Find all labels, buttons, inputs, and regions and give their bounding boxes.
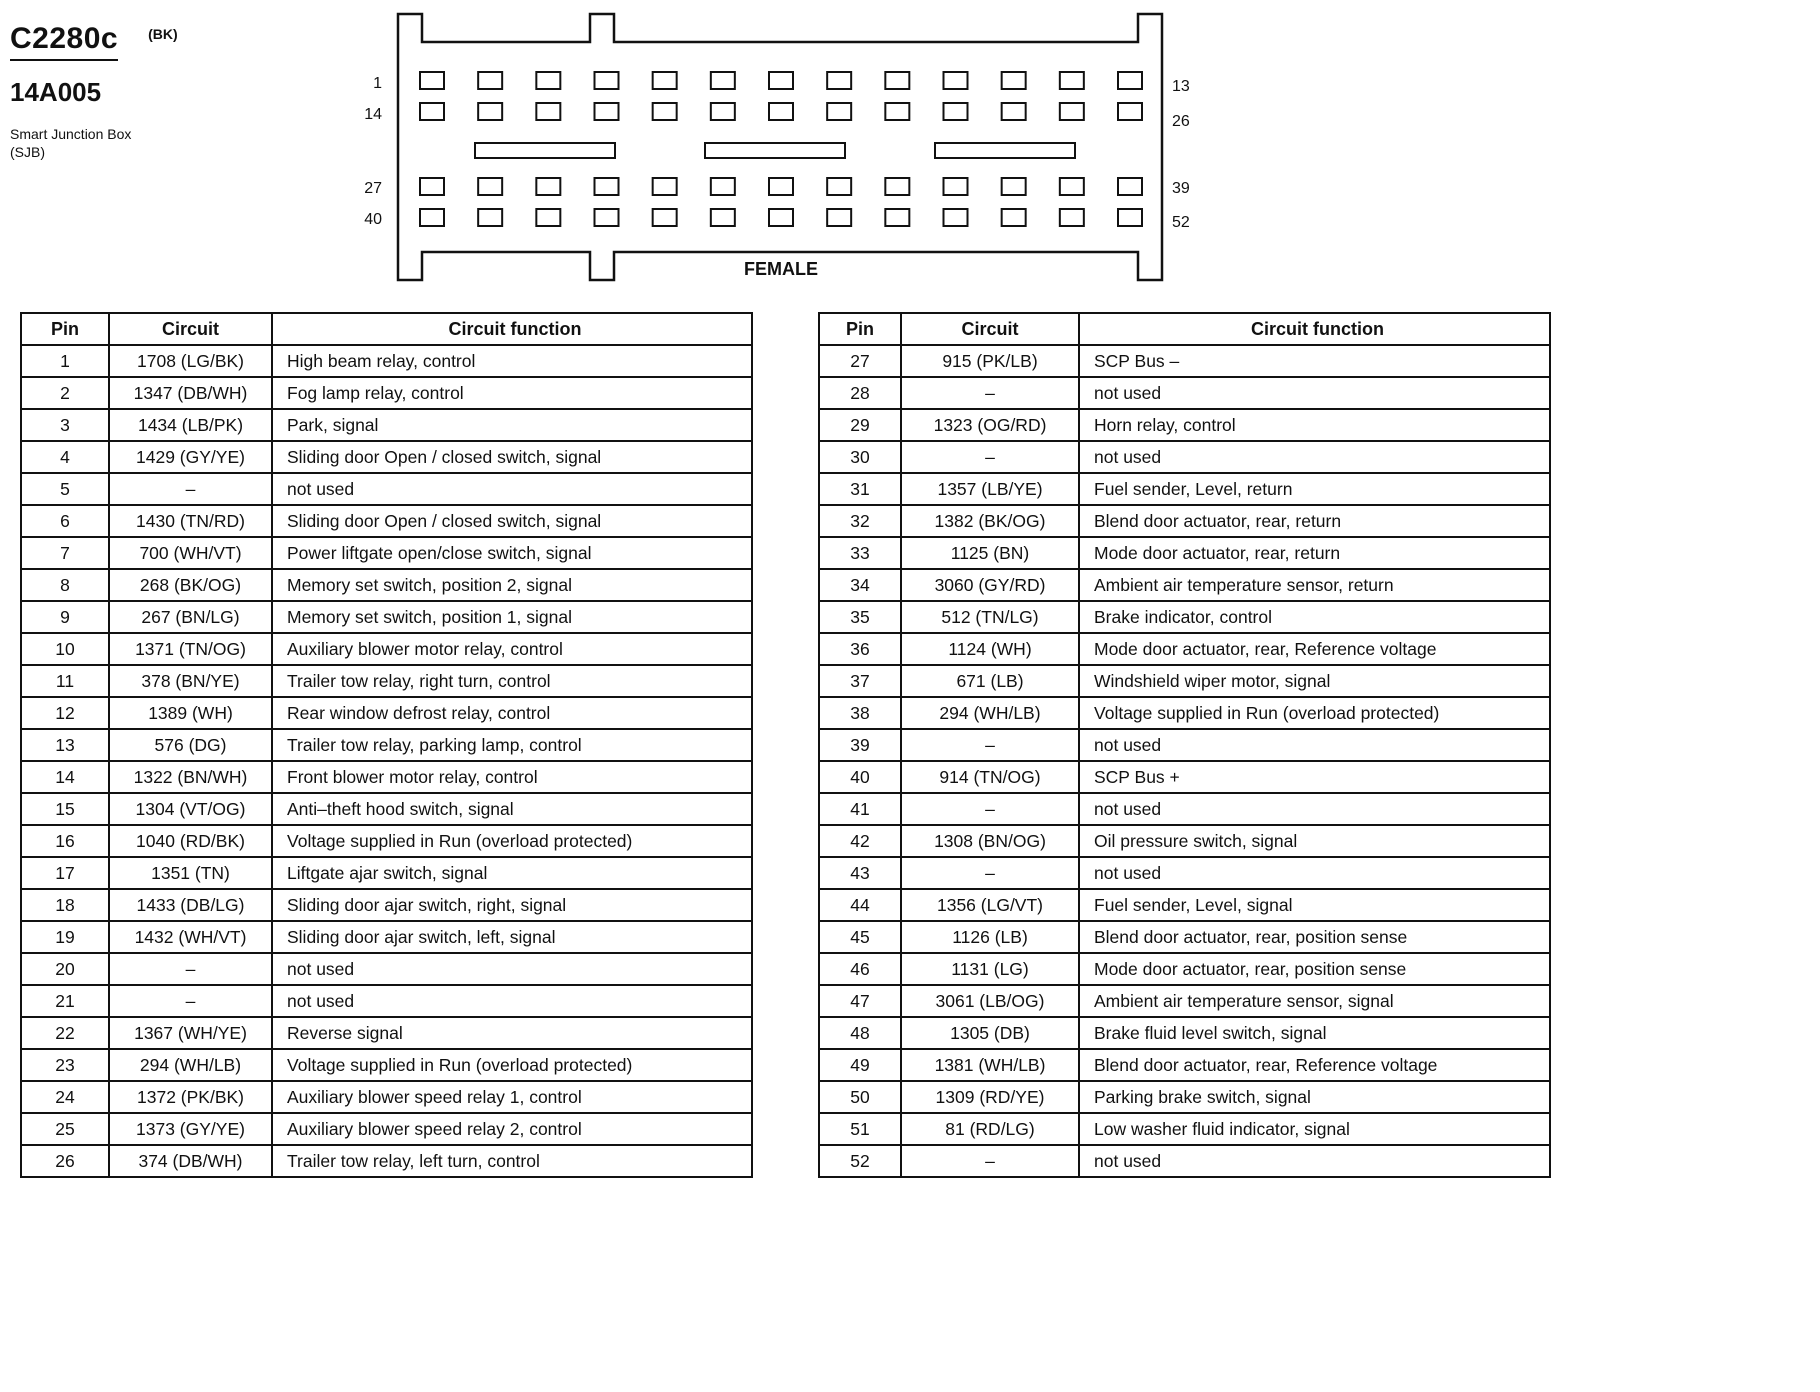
pin-cavity: [653, 72, 677, 89]
pin-number-label: 1: [373, 75, 382, 92]
pin-cell: 45: [819, 921, 901, 953]
pin-cavity: [1060, 72, 1084, 89]
pin-cell: 16: [21, 825, 109, 857]
circuit-cell: 1381 (WH/LB): [901, 1049, 1079, 1081]
pin-cell: 51: [819, 1113, 901, 1145]
pin-cell: 23: [21, 1049, 109, 1081]
function-cell: Front blower motor relay, control: [272, 761, 752, 793]
table-row: [21, 985, 752, 1017]
function-cell: Sliding door Open / closed switch, signal: [272, 505, 752, 537]
table-row: [819, 633, 1550, 665]
col-header-function: Circuit function: [1079, 313, 1550, 345]
function-cell: Auxiliary blower speed relay 1, control: [272, 1081, 752, 1113]
pin-cell: 25: [21, 1113, 109, 1145]
circuit-cell: 1040 (RD/BK): [109, 825, 272, 857]
circuit-cell: –: [901, 729, 1079, 761]
pin-cell: 30: [819, 441, 901, 473]
table-row: [21, 537, 752, 569]
pin-cavity: [653, 103, 677, 120]
function-cell: Mode door actuator, rear, return: [1079, 537, 1550, 569]
pin-cell: 5: [21, 473, 109, 505]
component-name: Smart Junction Box: [10, 126, 132, 142]
pin-cell: 38: [819, 697, 901, 729]
pin-cavity: [653, 178, 677, 195]
part-number: 14A005: [10, 77, 102, 107]
function-cell: SCP Bus +: [1079, 761, 1550, 793]
pin-cell: 42: [819, 825, 901, 857]
connector-gender-label: FEMALE: [744, 259, 818, 279]
pin-cavity: [478, 178, 502, 195]
circuit-cell: –: [109, 985, 272, 1017]
circuit-cell: 1382 (BK/OG): [901, 505, 1079, 537]
pin-cavity: [769, 72, 793, 89]
pin-cavity: [885, 178, 909, 195]
function-cell: Blend door actuator, rear, position sense: [1079, 921, 1550, 953]
pin-cell: 21: [21, 985, 109, 1017]
col-header-circuit: Circuit: [901, 313, 1079, 345]
pin-cavity: [1060, 103, 1084, 120]
pin-cavity: [536, 72, 560, 89]
table-row: [819, 793, 1550, 825]
pin-cell: 18: [21, 889, 109, 921]
keying-slot: [935, 143, 1075, 158]
pin-cell: 27: [819, 345, 901, 377]
pin-cell: 15: [21, 793, 109, 825]
circuit-cell: 1124 (WH): [901, 633, 1079, 665]
table-header-row: [21, 313, 752, 345]
circuit-cell: 1373 (GY/YE): [109, 1113, 272, 1145]
pin-cavity: [827, 72, 851, 89]
table-row: [819, 729, 1550, 761]
pin-number-label: 40: [364, 211, 382, 228]
circuit-cell: 1433 (DB/LG): [109, 889, 272, 921]
pin-cavity: [711, 178, 735, 195]
table-row: [21, 825, 752, 857]
circuit-cell: 267 (BN/LG): [109, 601, 272, 633]
table-row: [21, 441, 752, 473]
pin-cell: 29: [819, 409, 901, 441]
pin-cavity: [420, 103, 444, 120]
table-row: [819, 1017, 1550, 1049]
circuit-cell: 374 (DB/WH): [109, 1145, 272, 1177]
function-cell: Reverse signal: [272, 1017, 752, 1049]
function-cell: not used: [1079, 729, 1550, 761]
pin-cavity: [653, 209, 677, 226]
pin-cell: 20: [21, 953, 109, 985]
pin-cavity: [595, 178, 619, 195]
function-cell: Fuel sender, Level, return: [1079, 473, 1550, 505]
table-row: [21, 1113, 752, 1145]
circuit-cell: 81 (RD/LG): [901, 1113, 1079, 1145]
function-cell: Windshield wiper motor, signal: [1079, 665, 1550, 697]
circuit-cell: 700 (WH/VT): [109, 537, 272, 569]
table-row: [819, 473, 1550, 505]
pin-cell: 14: [21, 761, 109, 793]
table-row: [21, 345, 752, 377]
circuit-cell: 1351 (TN): [109, 857, 272, 889]
pin-number-label: 14: [364, 106, 382, 123]
circuit-cell: 1126 (LB): [901, 921, 1079, 953]
pin-cavity: [1118, 209, 1142, 226]
circuit-cell: 915 (PK/LB): [901, 345, 1079, 377]
function-cell: Auxiliary blower speed relay 2, control: [272, 1113, 752, 1145]
pin-cell: 4: [21, 441, 109, 473]
pin-cavity: [1002, 209, 1026, 226]
pin-cavity: [478, 72, 502, 89]
circuit-cell: 1357 (LB/YE): [901, 473, 1079, 505]
pin-cell: 12: [21, 697, 109, 729]
pin-cell: 32: [819, 505, 901, 537]
function-cell: Rear window defrost relay, control: [272, 697, 752, 729]
table-row: [819, 1113, 1550, 1145]
table-row: [21, 505, 752, 537]
table-row: [819, 377, 1550, 409]
pin-cell: 49: [819, 1049, 901, 1081]
keying-slot: [475, 143, 615, 158]
pin-cavity: [478, 103, 502, 120]
circuit-cell: 1356 (LG/VT): [901, 889, 1079, 921]
function-cell: not used: [1079, 793, 1550, 825]
circuit-cell: 1309 (RD/YE): [901, 1081, 1079, 1113]
connector-id: C2280c: [10, 22, 118, 61]
pin-cavity: [827, 103, 851, 120]
pin-cavity: [769, 178, 793, 195]
circuit-cell: 1372 (PK/BK): [109, 1081, 272, 1113]
pin-cell: 47: [819, 985, 901, 1017]
function-cell: not used: [1079, 441, 1550, 473]
pin-cavity: [595, 209, 619, 226]
function-cell: SCP Bus –: [1079, 345, 1550, 377]
circuit-cell: 512 (TN/LG): [901, 601, 1079, 633]
function-cell: Auxiliary blower motor relay, control: [272, 633, 752, 665]
function-cell: not used: [272, 473, 752, 505]
pin-cell: 44: [819, 889, 901, 921]
table-row: [21, 729, 752, 761]
circuit-cell: –: [901, 377, 1079, 409]
function-cell: Brake fluid level switch, signal: [1079, 1017, 1550, 1049]
pin-cavity: [595, 103, 619, 120]
pin-cell: 1: [21, 345, 109, 377]
table-row: [819, 825, 1550, 857]
circuit-cell: 1708 (LG/BK): [109, 345, 272, 377]
circuit-cell: 294 (WH/LB): [109, 1049, 272, 1081]
function-cell: not used: [1079, 377, 1550, 409]
table-row: [21, 889, 752, 921]
table-row: [21, 409, 752, 441]
connector-color-code: (BK): [148, 26, 178, 42]
pin-cavity: [885, 103, 909, 120]
pin-number-label: 27: [364, 180, 382, 197]
function-cell: Liftgate ajar switch, signal: [272, 857, 752, 889]
pin-cell: 40: [819, 761, 901, 793]
pin-cell: 17: [21, 857, 109, 889]
table-row: [819, 665, 1550, 697]
circuit-cell: 914 (TN/OG): [901, 761, 1079, 793]
pin-cavity: [1060, 178, 1084, 195]
function-cell: Memory set switch, position 2, signal: [272, 569, 752, 601]
function-cell: Park, signal: [272, 409, 752, 441]
pin-cavity: [1060, 209, 1084, 226]
function-cell: High beam relay, control: [272, 345, 752, 377]
circuit-cell: –: [109, 953, 272, 985]
table-row: [21, 1049, 752, 1081]
table-row: [819, 1145, 1550, 1177]
pin-cell: 26: [21, 1145, 109, 1177]
pin-cavity: [420, 72, 444, 89]
circuit-cell: 576 (DG): [109, 729, 272, 761]
table-row: [819, 441, 1550, 473]
function-cell: Voltage supplied in Run (overload protected): [1079, 697, 1550, 729]
pin-cell: 48: [819, 1017, 901, 1049]
connector-diagram: [0, 0, 1820, 300]
circuit-cell: 1131 (LG): [901, 953, 1079, 985]
function-cell: not used: [272, 985, 752, 1017]
pin-cell: 22: [21, 1017, 109, 1049]
table-row: [21, 633, 752, 665]
function-cell: Brake indicator, control: [1079, 601, 1550, 633]
circuit-cell: 1371 (TN/OG): [109, 633, 272, 665]
pin-cell: 37: [819, 665, 901, 697]
pin-cavity: [769, 209, 793, 226]
function-cell: Blend door actuator, rear, Reference voltage: [1079, 1049, 1550, 1081]
pin-cavity: [536, 178, 560, 195]
pin-cell: 6: [21, 505, 109, 537]
pin-cavity: [885, 209, 909, 226]
table-row: [21, 793, 752, 825]
function-cell: not used: [1079, 1145, 1550, 1177]
circuit-cell: 1430 (TN/RD): [109, 505, 272, 537]
pin-cell: 11: [21, 665, 109, 697]
pin-cavity: [536, 209, 560, 226]
pin-cell: 50: [819, 1081, 901, 1113]
pin-cavity: [944, 103, 968, 120]
circuit-cell: 1304 (VT/OG): [109, 793, 272, 825]
circuit-cell: –: [109, 473, 272, 505]
pin-cavity: [885, 72, 909, 89]
function-cell: Oil pressure switch, signal: [1079, 825, 1550, 857]
table-row: [21, 761, 752, 793]
table-row: [819, 985, 1550, 1017]
circuit-cell: 1429 (GY/YE): [109, 441, 272, 473]
table-row: [21, 857, 752, 889]
circuit-cell: 1305 (DB): [901, 1017, 1079, 1049]
table-row: [819, 1049, 1550, 1081]
pin-number-label: 13: [1172, 78, 1190, 95]
pin-cell: 2: [21, 377, 109, 409]
pinout-table-left: [20, 312, 753, 1178]
circuit-cell: 1125 (BN): [901, 537, 1079, 569]
pin-cavity: [420, 178, 444, 195]
table-row: [21, 569, 752, 601]
pin-cavity: [1002, 178, 1026, 195]
function-cell: Ambient air temperature sensor, return: [1079, 569, 1550, 601]
pin-cavity: [1002, 103, 1026, 120]
pin-cell: 7: [21, 537, 109, 569]
function-cell: Trailer tow relay, parking lamp, control: [272, 729, 752, 761]
pin-cell: 9: [21, 601, 109, 633]
function-cell: Sliding door ajar switch, right, signal: [272, 889, 752, 921]
pin-cell: 28: [819, 377, 901, 409]
table-row: [819, 601, 1550, 633]
table-row: [819, 409, 1550, 441]
pin-number-label: 52: [1172, 214, 1190, 231]
col-header-pin: Pin: [819, 313, 901, 345]
table-row: [21, 1017, 752, 1049]
circuit-cell: 268 (BK/OG): [109, 569, 272, 601]
table-row: [21, 921, 752, 953]
pin-cell: 43: [819, 857, 901, 889]
pin-cavity: [420, 209, 444, 226]
pin-cavity: [595, 72, 619, 89]
function-cell: Sliding door Open / closed switch, signal: [272, 441, 752, 473]
table-row: [21, 377, 752, 409]
pin-cell: 41: [819, 793, 901, 825]
circuit-cell: –: [901, 1145, 1079, 1177]
function-cell: not used: [1079, 857, 1550, 889]
function-cell: Anti–theft hood switch, signal: [272, 793, 752, 825]
function-cell: Blend door actuator, rear, return: [1079, 505, 1550, 537]
table-row: [819, 857, 1550, 889]
function-cell: Voltage supplied in Run (overload protected): [272, 1049, 752, 1081]
function-cell: Trailer tow relay, right turn, control: [272, 665, 752, 697]
pin-cell: 33: [819, 537, 901, 569]
table-row: [819, 921, 1550, 953]
pin-cavity: [827, 178, 851, 195]
pin-cell: 35: [819, 601, 901, 633]
circuit-cell: –: [901, 793, 1079, 825]
function-cell: Parking brake switch, signal: [1079, 1081, 1550, 1113]
circuit-cell: 1432 (WH/VT): [109, 921, 272, 953]
pin-cavity: [944, 72, 968, 89]
col-header-pin: Pin: [21, 313, 109, 345]
pin-cavity: [536, 103, 560, 120]
pin-cell: 36: [819, 633, 901, 665]
table-row: [21, 953, 752, 985]
col-header-circuit: Circuit: [109, 313, 272, 345]
pin-cavity: [478, 209, 502, 226]
circuit-cell: 378 (BN/YE): [109, 665, 272, 697]
function-cell: Ambient air temperature sensor, signal: [1079, 985, 1550, 1017]
pin-cell: 8: [21, 569, 109, 601]
function-cell: Low washer fluid indicator, signal: [1079, 1113, 1550, 1145]
table-row: [819, 505, 1550, 537]
function-cell: Voltage supplied in Run (overload protected): [272, 825, 752, 857]
pin-cavity: [944, 178, 968, 195]
pin-cavity: [1002, 72, 1026, 89]
pin-cavity: [1118, 72, 1142, 89]
pin-cell: 31: [819, 473, 901, 505]
pin-cavity: [711, 209, 735, 226]
table-row: [21, 697, 752, 729]
circuit-cell: 3060 (GY/RD): [901, 569, 1079, 601]
circuit-cell: –: [901, 441, 1079, 473]
pin-cell: 13: [21, 729, 109, 761]
pin-cell: 34: [819, 569, 901, 601]
table-row: [819, 569, 1550, 601]
circuit-cell: 1434 (LB/PK): [109, 409, 272, 441]
pin-cell: 39: [819, 729, 901, 761]
pin-cavity: [711, 103, 735, 120]
table-row: [819, 537, 1550, 569]
circuit-cell: 671 (LB): [901, 665, 1079, 697]
table-row: [21, 1145, 752, 1177]
circuit-cell: 1308 (BN/OG): [901, 825, 1079, 857]
circuit-cell: 1323 (OG/RD): [901, 409, 1079, 441]
function-cell: Memory set switch, position 1, signal: [272, 601, 752, 633]
circuit-cell: 3061 (LB/OG): [901, 985, 1079, 1017]
pin-cavity: [944, 209, 968, 226]
table-row: [819, 345, 1550, 377]
table-row: [21, 601, 752, 633]
table-row: [819, 889, 1550, 921]
circuit-cell: 1322 (BN/WH): [109, 761, 272, 793]
table-row: [819, 1081, 1550, 1113]
function-cell: Mode door actuator, rear, Reference voltage: [1079, 633, 1550, 665]
function-cell: Sliding door ajar switch, left, signal: [272, 921, 752, 953]
function-cell: Trailer tow relay, left turn, control: [272, 1145, 752, 1177]
pin-cell: 19: [21, 921, 109, 953]
function-cell: Fog lamp relay, control: [272, 377, 752, 409]
function-cell: Power liftgate open/close switch, signal: [272, 537, 752, 569]
circuit-cell: 1389 (WH): [109, 697, 272, 729]
table-row: [819, 697, 1550, 729]
pinout-table-right: [818, 312, 1551, 1178]
pin-cavity: [1118, 103, 1142, 120]
function-cell: Mode door actuator, rear, position sense: [1079, 953, 1550, 985]
function-cell: not used: [272, 953, 752, 985]
circuit-cell: –: [901, 857, 1079, 889]
table-row: [819, 761, 1550, 793]
circuit-cell: 1367 (WH/YE): [109, 1017, 272, 1049]
pin-cell: 52: [819, 1145, 901, 1177]
pin-cavity: [1118, 178, 1142, 195]
table-row: [21, 665, 752, 697]
pin-cavity: [711, 72, 735, 89]
table-row: [21, 1081, 752, 1113]
table-header-row: [819, 313, 1550, 345]
pin-cavity: [827, 209, 851, 226]
pin-cell: 10: [21, 633, 109, 665]
pin-number-label: 26: [1172, 113, 1190, 130]
pin-cell: 3: [21, 409, 109, 441]
pin-cell: 24: [21, 1081, 109, 1113]
circuit-cell: 294 (WH/LB): [901, 697, 1079, 729]
col-header-function: Circuit function: [272, 313, 752, 345]
function-cell: Horn relay, control: [1079, 409, 1550, 441]
circuit-cell: 1347 (DB/WH): [109, 377, 272, 409]
table-row: [21, 473, 752, 505]
pin-number-label: 39: [1172, 180, 1190, 197]
pin-cavity: [769, 103, 793, 120]
component-abbreviation: (SJB): [10, 143, 45, 160]
keying-slot: [705, 143, 845, 158]
table-row: [819, 953, 1550, 985]
pin-cell: 46: [819, 953, 901, 985]
function-cell: Fuel sender, Level, signal: [1079, 889, 1550, 921]
